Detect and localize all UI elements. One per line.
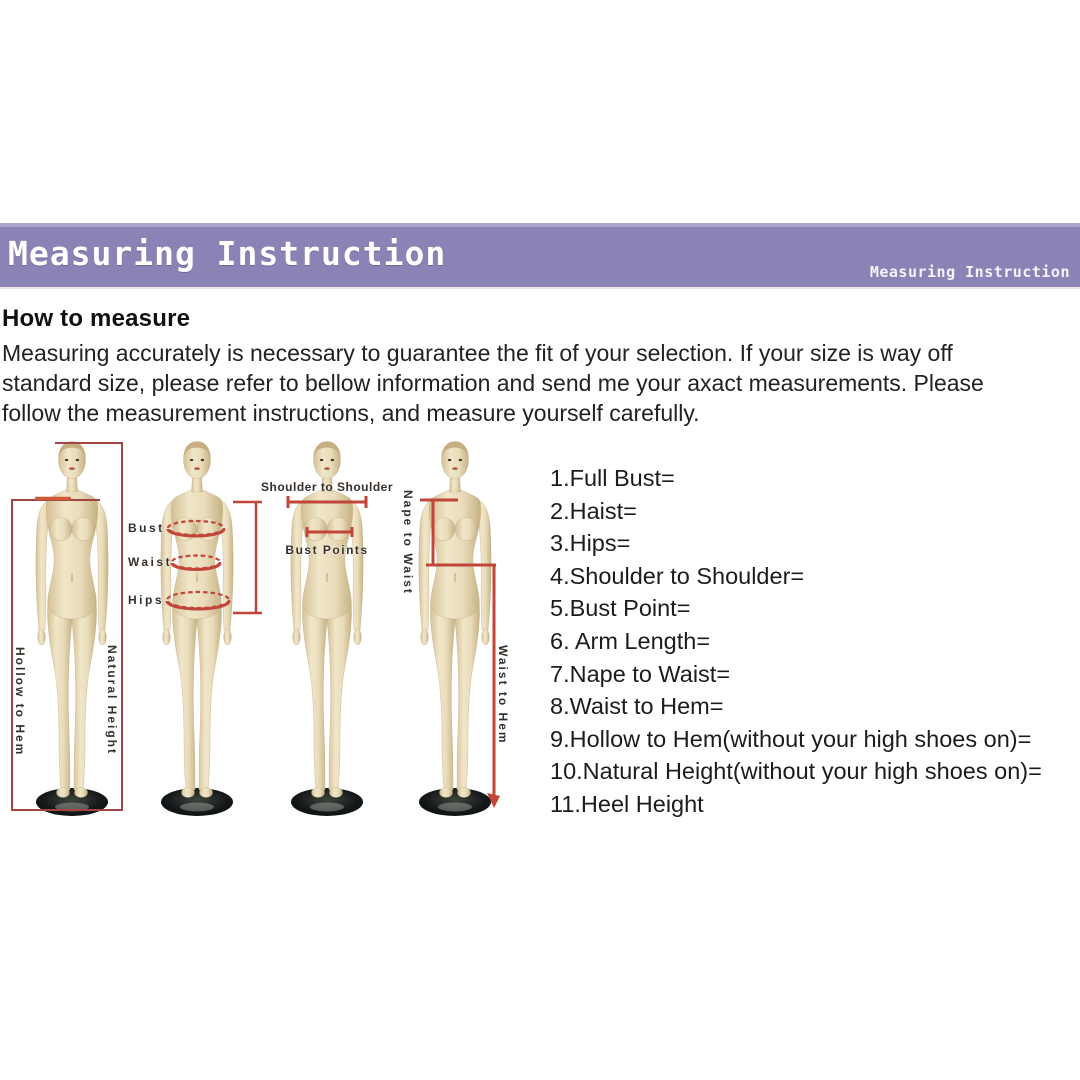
section-heading: How to measure xyxy=(2,305,191,332)
list-item: 10.Natural Height(without your high shoes on)= xyxy=(550,758,1042,785)
figure-nape-waist-hem xyxy=(385,440,525,830)
waist-label: Waist xyxy=(128,555,173,569)
hips-label: Hips xyxy=(128,593,165,607)
list-item: 6. Arm Length= xyxy=(550,627,711,654)
intro-line-2: standard size, please refer to bellow information and send me your axact measurements. Please xyxy=(2,370,984,396)
bust-label: Bust xyxy=(128,521,165,535)
list-item: 9.Hollow to Hem(without your high shoes on)= xyxy=(550,725,1032,752)
natural-height-label: Natural Height xyxy=(105,645,119,756)
list-item: 11.Heel Height xyxy=(550,790,704,817)
mannequin-figure-2 xyxy=(127,440,267,830)
mannequin-diagram-row xyxy=(0,440,545,835)
intro-line-3: follow the measurement instructions, and measure yourself carefully. xyxy=(2,400,700,426)
watermark-title: Measuring Instruction xyxy=(869,263,1070,281)
figure-hollow-natural xyxy=(2,440,142,830)
intro-line-1: Measuring accurately is necessary to guarantee the fit of your selection. If your size is way off xyxy=(2,340,953,366)
list-item: 5.Bust Point= xyxy=(550,595,691,622)
mannequin-figure-1 xyxy=(2,440,142,830)
figure-girths xyxy=(127,440,267,830)
intro-paragraph xyxy=(2,338,1077,428)
list-item: 2.Haist= xyxy=(550,497,637,524)
measurement-list xyxy=(550,462,1080,821)
list-item: 7.Nape to Waist= xyxy=(550,660,731,687)
hollow-to-hem-label: Hollow to Hem xyxy=(13,647,27,757)
figure-shoulder-bust-points xyxy=(257,440,397,830)
mannequin-figure-3 xyxy=(257,440,397,830)
header-band xyxy=(0,223,1080,289)
list-item: 4.Shoulder to Shoulder= xyxy=(550,562,805,589)
shoulder-to-shoulder-label: Shoulder to Shoulder xyxy=(261,480,393,494)
list-item: 3.Hips= xyxy=(550,530,631,557)
nape-to-waist-label: Nape to Waist xyxy=(401,490,415,595)
page-title: Measuring Instruction xyxy=(8,234,447,273)
bust-points-label: Bust Points xyxy=(285,543,369,557)
list-item: 1.Full Bust= xyxy=(550,465,675,491)
waist-to-hem-label: Waist to Hem xyxy=(496,645,510,745)
list-item: 8.Waist to Hem= xyxy=(550,693,724,720)
